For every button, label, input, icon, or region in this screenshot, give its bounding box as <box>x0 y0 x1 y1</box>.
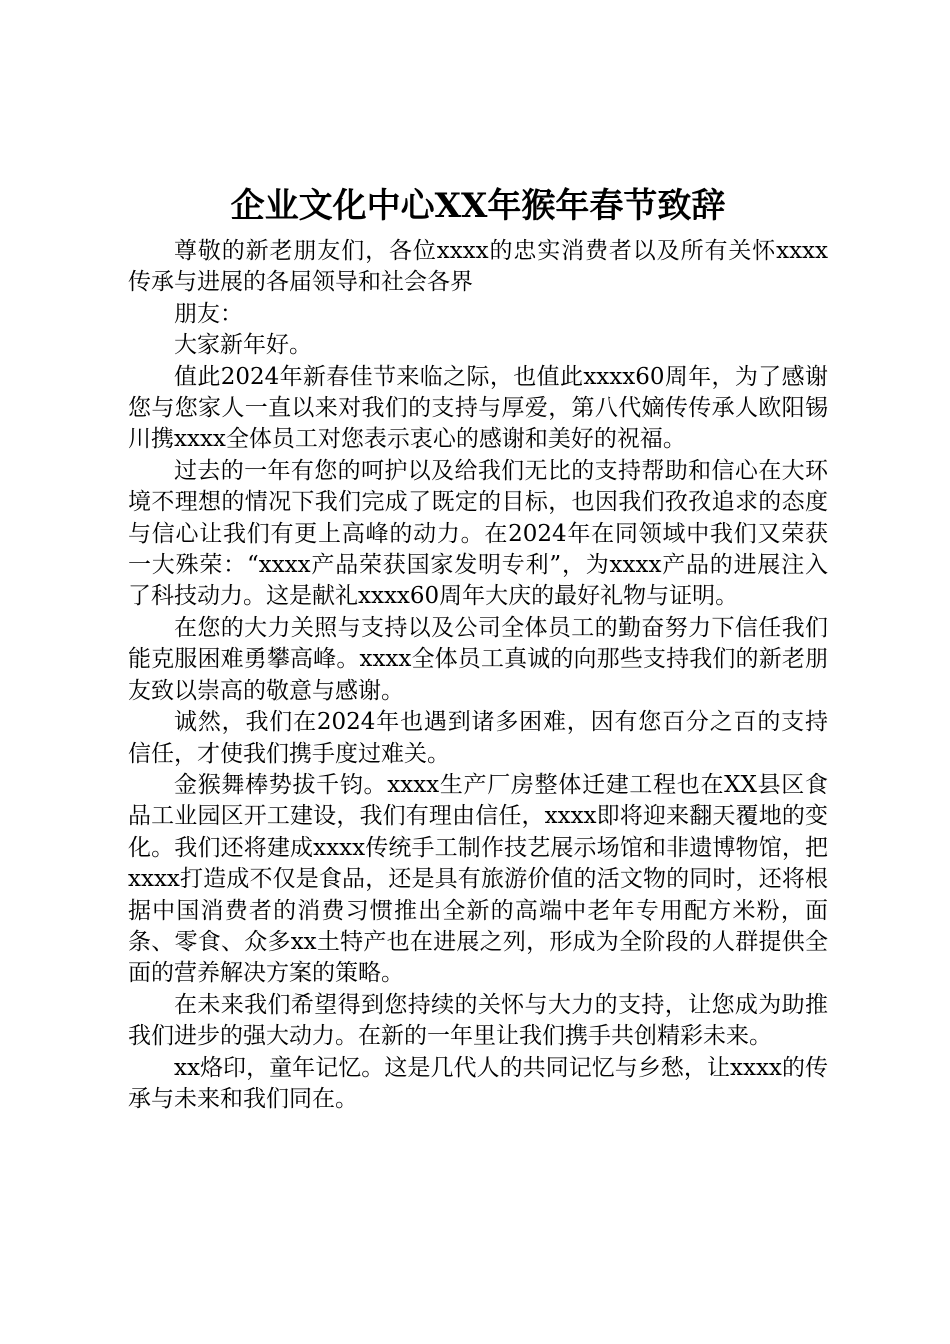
paragraph-new-year: 大家新年好。 <box>174 332 312 359</box>
paragraph-future: 在未来我们希望得到您持续的关怀与大力的支持，让您成为助推我们进步的强大动力。在新的一年里让我们携手共创精彩未来。 <box>128 991 828 1050</box>
paragraph-support: 在您的大力关照与支持以及公司全体员工的勤奋努力下信任我们能克服困难勇攀高峰。xxxx全体员工真诚的向那些支持我们的新老朋友致以崇高的敬意与感谢。 <box>128 614 828 704</box>
paragraph-friends: 朋友： <box>174 300 243 327</box>
paragraph-outlook: 金猴舞棒势拔千钧。xxxx生产厂房整体迁建工程也在XX县区食品工业园区开工建设，我们有理由信任，xxxx即将迎来翻天覆地的变化。我们还将建成xxxx传统手工制作技艺展示场馆和非遗博物馆，把xxxx打造成不仅是食品，还是具有旅游价值的活文物的同时，还将根据中国消费者的消费习惯推出全新的高端中老年专用配方米粉，面条、零食、众多xx土特产也在进展之列，形成为全阶段的人群提供全面的营养解决方案的策略。 <box>128 771 828 987</box>
paragraph-greeting: 尊敬的新老朋友们，各位xxxx的忠实消费者以及所有关怀xxxx传承与进展的各届领导和社会各界 <box>128 238 828 296</box>
paragraph-difficulties: 诚然，我们在2024年也遇到诸多困难，因有您百分之百的支持信任，才使我们携手度过难关。 <box>128 709 828 767</box>
document-page <box>128 180 828 1115</box>
paragraph-thanks: 值此2024年新春佳节来临之际，也值此xxxx60周年，为了感谢您与您家人一直以来对我们的支持与厚爱，第八代嫡传传承人欧阳锡川携xxxx全体员工对您表示衷心的感谢和美好的祝福。 <box>128 363 828 453</box>
paragraph-past-year: 过去的一年有您的呵护以及给我们无比的支持帮助和信心在大环境不理想的情况下我们完成了既定的目标，也因我们孜孜追求的态度与信心让我们有更上高峰的动力。在2024年在同领域中我们又荣获一大殊荣：“xxxx产品荣获国家发明专利”，为xxxx产品的进展注入了科技动力。这是献礼xxxx60周年大庆的最好礼物与证明。 <box>128 457 828 610</box>
document-title: 企业文化中心XX年猴年春节致辞 <box>230 186 726 226</box>
paragraph-closing: xx烙印，童年记忆。这是几代人的共同记忆与乡愁，让xxxx的传承与未来和我们同在。 <box>128 1054 828 1112</box>
